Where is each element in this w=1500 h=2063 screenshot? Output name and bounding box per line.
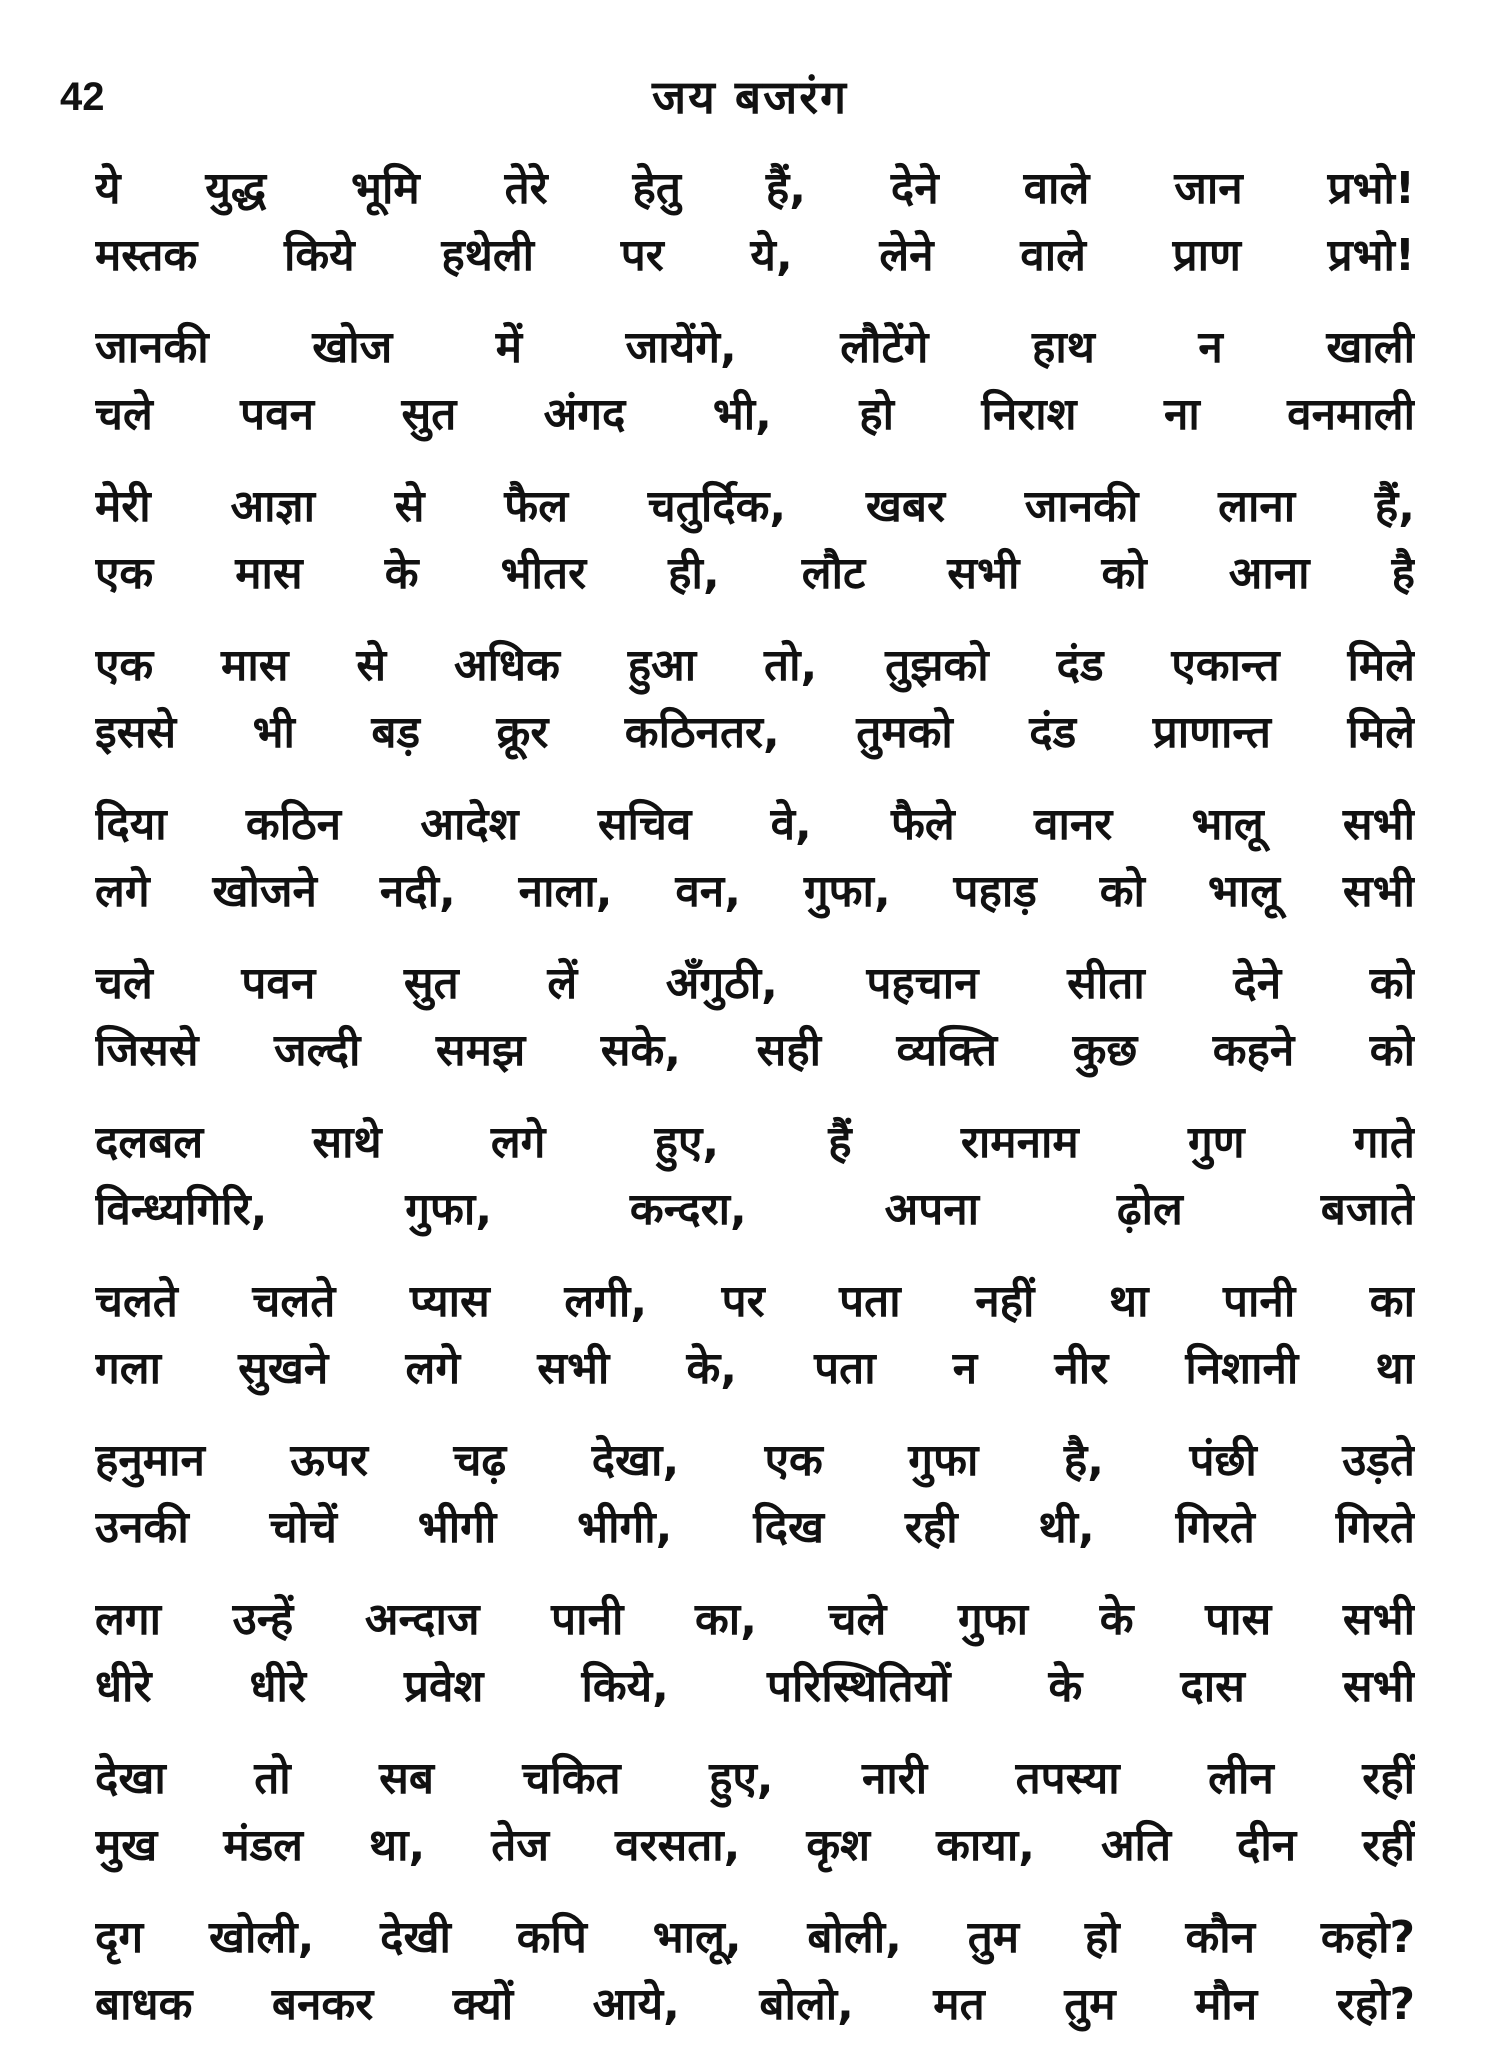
verse-line: लगे खोजने नदी, नाला, वन, गुफा, पहाड़ को भालू सभी <box>95 866 1415 917</box>
verse-line: ये युद्ध भूमि तेरे हेतु हैं, देने वाले जान प्रभो! <box>95 163 1415 214</box>
verse-line: जानकी खोज में जायेंगे, लौटेंगे हाथ न खाली <box>95 322 1415 373</box>
verse-line: चले पवन सुत लें अँगुठी, पहचान सीता देने को <box>95 958 1415 1009</box>
verse-line: धीरे धीरे प्रवेश किये, परिस्थितियों के दास सभी <box>95 1661 1415 1712</box>
verse-line: हनुमान ऊपर चढ़ देखा, एक गुफा है, पंछी उड़ते <box>95 1435 1415 1486</box>
verse-line: गला सुखने लगे सभी के, पता न नीर निशानी था <box>95 1343 1415 1394</box>
stanza <box>95 791 1415 925</box>
verse-line: देखा तो सब चकित हुए, नारी तपस्या लीन रहीं <box>95 1753 1415 1804</box>
page-number: 42 <box>60 75 105 119</box>
verse-line: मुख मंडल था, तेज वरसता, कृश काया, अति दीन रहीं <box>95 1820 1415 1871</box>
stanza <box>95 155 1415 289</box>
verse-line: चले पवन सुत अंगद भी, हो निराश ना वनमाली <box>95 389 1415 440</box>
verse-line: जिससे जल्दी समझ सके, सही व्यक्ति कुछ कहने को <box>95 1025 1415 1076</box>
verse-line: एक मास के भीतर ही, लौट सभी को आना है <box>95 548 1415 599</box>
stanza <box>95 1745 1415 1879</box>
stanza <box>95 473 1415 607</box>
page-header <box>60 62 1440 132</box>
poem-body <box>95 155 1415 2063</box>
stanza <box>95 1109 1415 1243</box>
verse-line: दलबल साथे लगे हुए, हैं रामनाम गुण गाते <box>95 1117 1415 1168</box>
verse-line: एक मास से अधिक हुआ तो, तुझको दंड एकान्त मिले <box>95 640 1415 691</box>
stanza <box>95 632 1415 766</box>
verse-line: इससे भी बड़ क्रूर कठिनतर, तुमको दंड प्राणान्त मिले <box>95 707 1415 758</box>
verse-line: दृग खोली, देखी कपि भालू, बोली, तुम हो कौन कहो? <box>95 1912 1415 1963</box>
stanza <box>95 1268 1415 1402</box>
stanza <box>95 1904 1415 2038</box>
stanza <box>95 314 1415 448</box>
verse-line: मेरी आज्ञा से फैल चतुर्दिक, खबर जानकी लाना हैं, <box>95 481 1415 532</box>
verse-line: विन्ध्यगिरि, गुफा, कन्दरा, अपना ढ़ोल बजाते <box>95 1184 1415 1235</box>
verse-line: दिया कठिन आदेश सचिव वे, फैले वानर भालू सभी <box>95 799 1415 850</box>
verse-line: उनकी चोचें भीगी भीगी, दिख रही थी, गिरते गिरते <box>95 1502 1415 1553</box>
verse-line: बाधक बनकर क्यों आये, बोलो, मत तुम मौन रहो? <box>95 1979 1415 2030</box>
stanza <box>95 950 1415 1084</box>
verse-line: चलते चलते प्यास लगी, पर पता नहीं था पानी का <box>95 1276 1415 1327</box>
stanza <box>95 1427 1415 1561</box>
verse-line: मस्तक किये हथेली पर ये, लेने वाले प्राण प्रभो! <box>95 230 1415 281</box>
verse-line: लगा उन्हें अन्दाज पानी का, चले गुफा के पास सभी <box>95 1594 1415 1645</box>
stanza <box>95 1586 1415 1720</box>
running-title: जय बजरंग <box>652 70 848 124</box>
